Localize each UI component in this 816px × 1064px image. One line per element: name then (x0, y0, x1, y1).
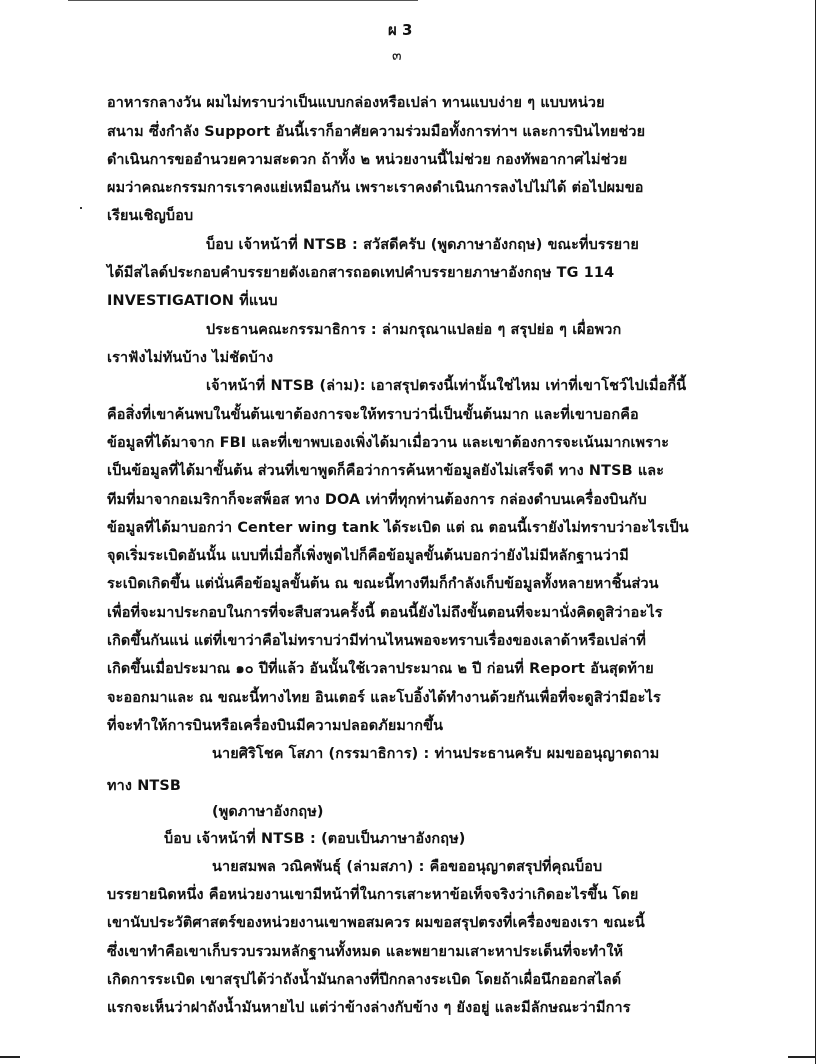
speaker-line: เจ้าหน้าที่ NTSB (ล่าม): เอาสรุปตรงนี้เท่านั้นใช่ไหม เท่าที่เขาโชว์ไปเมื่อกี้นี้ (206, 378, 687, 394)
text-line: ทีมที่มาจากอเมริกาก็จะสพ็อส ทาง DOA เท่าที่ทุกท่านต้องการ กล่องดำบนเครื่องบินกับ (107, 492, 647, 508)
text-line: ทาง NTSB (107, 778, 181, 794)
scan-speck (80, 207, 82, 209)
text-line: INVESTIGATION ที่แนบ (107, 293, 278, 309)
speaker-line: บ็อบ เจ้าหน้าที่ NTSB : สวัสดีครับ (พูดภาษาอังกฤษ) ขณะที่บรรยาย (206, 237, 640, 253)
page-code: ผ 3 (388, 21, 413, 39)
speaker-line: ประธานคณะกรรมาธิการ : ล่ามกรุณาแปลย่อ ๆ สรุปย่อ ๆ เผื่อพวก (206, 322, 622, 338)
text-line: ที่จะทำให้การบินหรือเครื่องบินมีความปลอดภัยมากขึ้น (107, 718, 444, 734)
speaker-line: บ็อบ เจ้าหน้าที่ NTSB : (ตอบเป็นภาษาอังกฤษ) (164, 831, 466, 847)
text-line: เกิดขึ้นกันแน่ แต่ที่เขาว่าคือไม่ทราบว่ามีท่านไหนพอจะทราบเรื่องของเลาด้าหรือเปล่าที่ (107, 633, 647, 649)
text-line: ผมว่าคณะกรรมการเราคงแย่เหมือนกัน เพราะเราคงดำเนินการลงไปไม่ได้ ต่อไปผมขอ (107, 180, 644, 196)
text-line: แรกจะเห็นว่าฝาถังน้ำมันหายไป แต่ว่าข้างล่างกับข้าง ๆ ยังอยู่ และมีลักษณะว่ามีการ (107, 1000, 631, 1016)
text-line: (พูดภาษาอังกฤษ) (212, 804, 324, 820)
text-line: จุดเริ่มระเบิดอันนั้น แบบที่เมื่อกี้เพิ่งพูดไปก็คือข้อมูลขั้นต้นบอกว่ายังไม่มีหลักฐานว่ามี (107, 548, 629, 564)
bottom-left-mark (0, 1056, 20, 1058)
text-line: เพื่อที่จะมาประกอบในการที่จะสืบสวนครั้งนี้ ตอนนี้ยังไม่ถึงขั้นตอนที่จะมานั่งคิดดูสิว่าอะไร (107, 605, 663, 621)
text-line: เรียนเชิญบ็อบ (107, 208, 194, 224)
text-line: บรรยายนิดหนึ่ง คือหน่วยงานเขามีหน้าที่ในการเสาะหาข้อเท็จจริงว่าเกิดอะไรขึ้น โดย (107, 887, 639, 903)
text-line: อาหารกลางวัน ผมไม่ทราบว่าเป็นแบบกล่องหรือเปล่า ทานแบบง่าย ๆ แบบหน่วย (107, 95, 605, 111)
speaker-line: นายศิริโชค โสภา (กรรมาธิการ) : ท่านประธานครับ ผมขออนุญาตถาม (212, 746, 660, 762)
text-line: สนาม ซึ่งกำลัง Support อันนี้เราก็อาศัยความร่วมมือทั้งการท่าฯ และการบินไทยช่วย (107, 124, 646, 140)
text-line: ข้อมูลที่ได้มาบอกว่า Center wing tank ได้ระเบิด แต่ ณ ตอนนี้เรายังไม่ทราบว่าอะไรเป็น (107, 520, 689, 536)
text-line: ดำเนินการขออำนวยความสะดวก ถ้าทั้ง ๒ หน่วยงานนี้ไม่ช่วย กองทัพอากาศไม่ช่วย (107, 152, 628, 168)
bottom-right-mark (788, 1056, 816, 1058)
text-line: เราฟังไม่ทันบ้าง ไม่ชัดบ้าง (107, 350, 274, 366)
top-rule (68, 0, 418, 1)
text-line: เกิดการระเบิด เขาสรุปได้ว่าถังน้ำมันกลางที่ปีกกลางระเบิด โดยถ้าเผื่อนึกออกสไลด์ (107, 972, 622, 988)
text-line: ระเบิดเกิดขึ้น แต่นั่นคือข้อมูลขั้นต้น ณ ขณะนี้ทางทีมก็กำลังเก็บข้อมูลทั้งหลายหาชิ้นส่วน (107, 576, 659, 592)
speaker-line: นายสมพล วณิคพันธุ์ (ล่ามสภา) : คือขออนุญาตสรุปที่คุณบ็อบ (212, 859, 603, 875)
text-line: เกิดขึ้นเมื่อประมาณ ๑๐ ปีที่แล้ว อันนั้นใช้เวลาประมาณ ๒ ปี ก่อนที่ Report อันสุดท้าย (107, 661, 654, 677)
text-line: จะออกมาและ ณ ขณะนี้ทางไทย อินเตอร์ และโบอิ้งได้ทำงานด้วยกันเพื่อที่จะดูสิว่ามีอะไร (107, 690, 661, 706)
text-line: คือสิ่งที่เขาค้นพบในขั้นต้นเขาต้องการจะให้ทราบว่านี่เป็นขั้นต้นมาก และที่เขาบอกคือ (107, 407, 639, 423)
text-line: ได้มีสไลด์ประกอบคำบรรยายดังเอกสารถอดเทปคำบรรยายภาษาอังกฤษ TG 114 (107, 265, 615, 281)
text-line: ซึ่งเขาทำคือเขาเก็บรวบรวมหลักฐานทั้งหมด และพยายามเสาะหาประเด็นที่จะทำให้ (107, 944, 624, 960)
text-line: เป็นข้อมูลที่ได้มาขั้นต้น ส่วนที่เขาพูดก็คือว่าการค้นหาข้อมูลยังไม่เสร็จดี ทาง NTSB และ (107, 463, 665, 479)
text-line: ข้อมูลที่ได้มาจาก FBI และที่เขาพบเองเพิ่งได้มาเมื่อวาน และเขาต้องการจะเน้นมากเพราะ (107, 435, 670, 451)
page-number: ๓ (392, 48, 402, 64)
text-line: เขานับประวัติศาสตร์ของหน่วยงานเขาพอสมควร ผมขอสรุปตรงที่เครื่องของเรา ขณะนี้ (107, 915, 645, 931)
